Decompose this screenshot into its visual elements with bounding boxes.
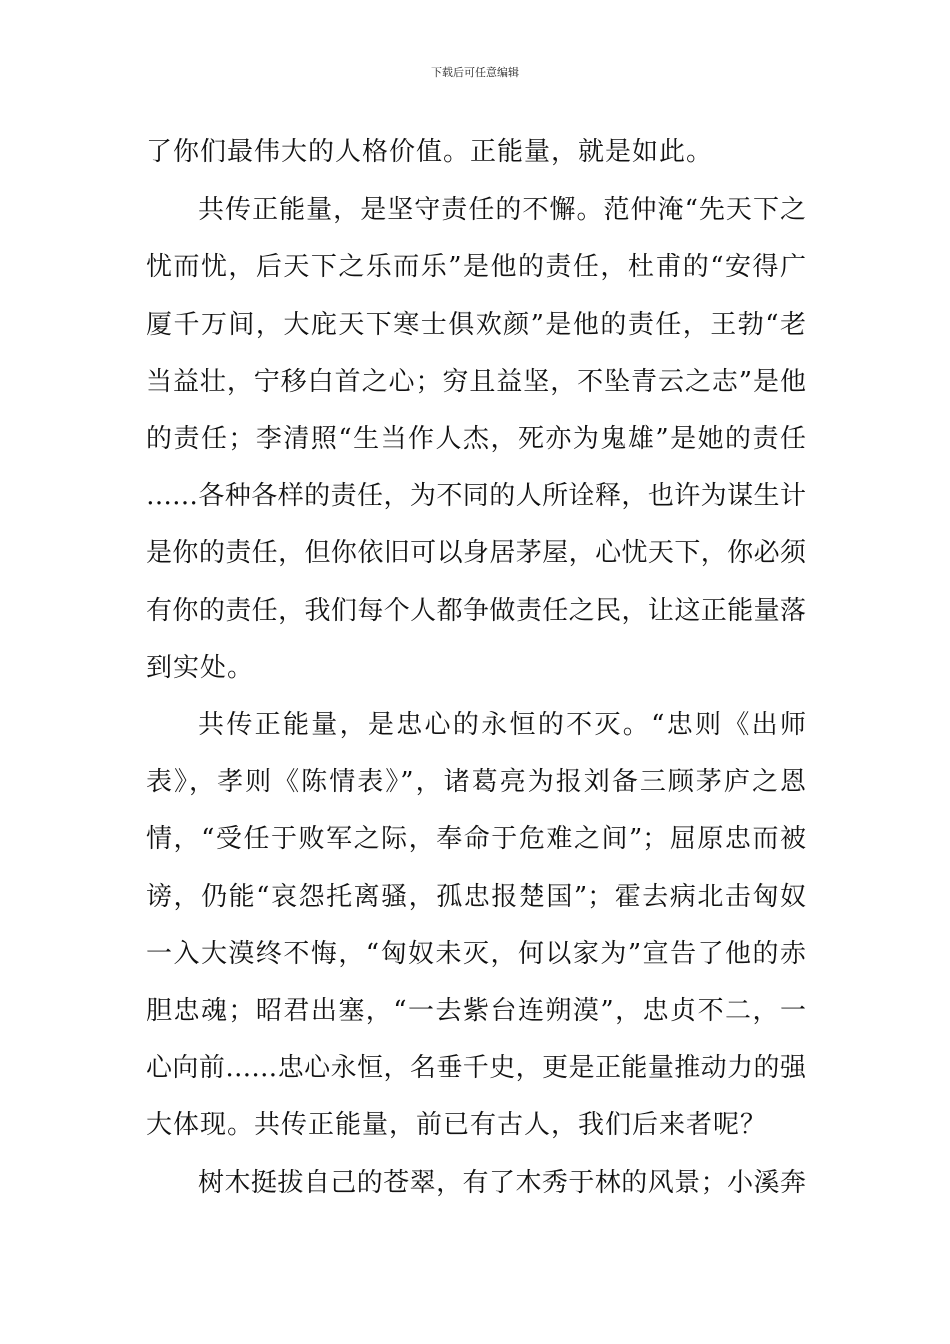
text-line: 情，“受任于败军之际，奉命于危难之间”；屈原忠而被 xyxy=(146,824,806,854)
text-line: 一入大漠终不悔，“匈奴未灭，何以家为”宣告了他的赤 xyxy=(146,939,806,969)
text-line: 共传正能量，是坚守责任的不懈。范仲淹“先天下之 xyxy=(198,195,806,225)
text-line: ……各种各样的责任，为不同的人所诠释，也许为谋生计 xyxy=(146,481,806,511)
text-line: 共传正能量，是忠心的永恒的不灭。“忠则《出师 xyxy=(198,710,806,740)
text-line: 谤，仍能“哀怨托离骚，孤忠报楚国”；霍去病北击匈奴 xyxy=(146,882,806,912)
text-line: 树木挺拔自己的苍翠，有了木秀于林的风景；小溪奔 xyxy=(198,1168,806,1198)
text-line: 到实处。 xyxy=(146,653,255,683)
text-line: 有你的责任，我们每个人都争做责任之民，让这正能量落 xyxy=(146,596,806,626)
text-line: 忧而忧，后天下之乐而乐”是他的责任，杜甫的“安得广 xyxy=(146,252,806,282)
text-line: 大体现。共传正能量，前已有古人，我们后来者呢？ xyxy=(146,1110,768,1140)
text-line: 了你们最伟大的人格价值。正能量，就是如此。 xyxy=(146,137,714,167)
page-header: 下载后可任意编辑 xyxy=(431,66,519,79)
text-line: 当益壮，宁移白首之心；穷且益坚，不坠青云之志”是他 xyxy=(146,367,806,397)
text-line: 胆忠魂；昭君出塞，“一去紫台连朔漠”，忠贞不二，一 xyxy=(146,996,806,1026)
text-line: 表》，孝则《陈情表》”，诸葛亮为报刘备三顾茅庐之恩 xyxy=(146,767,806,797)
text-line: 心向前……忠心永恒，名垂千史，更是正能量推动力的强 xyxy=(146,1053,806,1083)
text-line: 的责任；李清照“生当作人杰，死亦为鬼雄”是她的责任 xyxy=(146,424,806,454)
text-line: 是你的责任，但你依旧可以身居茅屋，心忧天下，你必须 xyxy=(146,538,806,568)
text-line: 厦千万间，大庇天下寒士俱欢颜”是他的责任，王勃“老 xyxy=(146,310,806,340)
